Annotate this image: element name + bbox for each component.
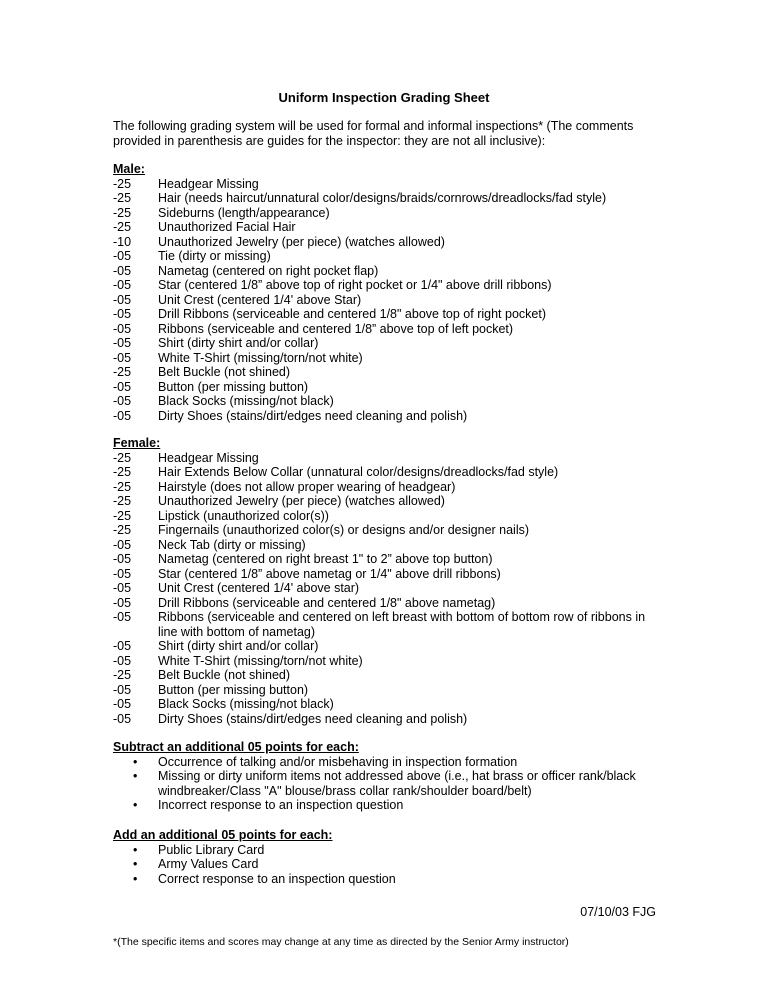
score-value: -25 [113, 191, 132, 205]
add-item [113, 857, 658, 872]
female-item [113, 668, 658, 683]
female-item [113, 654, 658, 669]
female-item [113, 480, 658, 495]
female-item [113, 509, 658, 524]
female-item [113, 567, 658, 582]
item-description: Button (per missing button) [158, 682, 309, 697]
subtract-list [113, 755, 658, 813]
female-item [113, 538, 658, 553]
score-value: -05 [113, 610, 132, 624]
score-value: -05 [113, 379, 132, 394]
score-value: -25 [113, 668, 132, 682]
item-description: Hair (needs haircut/unnatural color/designs/braids/cornrows/dreadlocks/fad style) [158, 191, 607, 205]
male-heading: Male: [113, 162, 145, 176]
male-item [113, 409, 658, 424]
female-item [113, 683, 658, 698]
score-value: -05 [113, 263, 132, 278]
score-value: -10 [113, 234, 132, 249]
item-description: Hair Extends Below Collar (unnatural color/designs/dreadlocks/fad style) [158, 465, 559, 479]
male-item [113, 191, 658, 206]
male-item [113, 336, 658, 351]
score-value: -25 [113, 479, 132, 494]
item-description: Black Socks (missing/not black) [158, 394, 334, 408]
item-description: Headgear Missing [158, 176, 259, 191]
female-item [113, 697, 658, 712]
item-description: Ribbons (serviceable and centered on left breast with bottom of bottom row of ribbons in line with bottom of nametag) [158, 610, 646, 639]
female-item [113, 639, 658, 654]
score-value: -05 [113, 581, 132, 595]
item-description: Star (centered 1/8” above top of right pocket or 1/4" above drill ribbons) [158, 278, 552, 292]
female-item [113, 596, 658, 611]
item-description: Fingernails (unauthorized color(s) or designs and/or designer nails) [158, 523, 530, 537]
male-item [113, 380, 658, 395]
score-value: -25 [113, 494, 132, 508]
item-description: Nametag (centered on right breast 1" to 2” above top button) [158, 552, 493, 566]
score-value: -05 [113, 321, 132, 336]
item-description: Black Socks (missing/not black) [158, 697, 334, 711]
male-item [113, 235, 658, 250]
male-item [113, 293, 658, 308]
item-description: Shirt (dirty shirt and/or collar) [158, 336, 319, 350]
score-value: -05 [113, 697, 132, 711]
male-item [113, 307, 658, 322]
item-description: Headgear Missing [158, 450, 259, 465]
item-description: Unauthorized Jewelry (per piece) (watches allowed) [158, 494, 445, 508]
score-value: -25 [113, 465, 132, 479]
male-item [113, 394, 658, 409]
score-value: -25 [113, 450, 132, 465]
add-item [113, 872, 658, 887]
item-description: Lipstick (unauthorized color(s)) [158, 508, 329, 523]
intro-paragraph: The following grading system will be used for formal and informal inspections* (The comments provided in parenthesis are guides for the inspector: they are not all inclusive): [113, 119, 634, 148]
item-description: Button (per missing button) [158, 379, 309, 394]
score-value: -25 [113, 523, 132, 537]
item-text: Public Library Card [158, 842, 265, 857]
female-item [113, 552, 658, 567]
score-value: -05 [113, 307, 132, 321]
female-item [113, 523, 658, 538]
score-value: -05 [113, 249, 132, 263]
female-item [113, 494, 658, 509]
item-description: Unauthorized Jewelry (per piece) (watches allowed) [158, 234, 445, 249]
score-value: -25 [113, 220, 132, 234]
male-item [113, 365, 658, 380]
score-value: -25 [113, 365, 132, 379]
subtract-item [113, 798, 658, 813]
female-deductions-list [113, 451, 658, 727]
score-value: -05 [113, 639, 132, 653]
female-item [113, 465, 658, 480]
bullet-icon: • [133, 798, 138, 812]
male-item [113, 278, 658, 293]
item-text: Army Values Card [158, 857, 259, 871]
score-value: -05 [113, 350, 132, 365]
score-value: -25 [113, 176, 132, 191]
score-value: -05 [113, 595, 132, 610]
item-description: Nametag (centered on right pocket flap) [158, 263, 379, 278]
bullet-icon: • [133, 857, 138, 871]
female-heading: Female: [113, 436, 161, 450]
score-value: -05 [113, 336, 132, 350]
item-description: Neck Tab (dirty or missing) [158, 537, 306, 552]
male-item [113, 351, 658, 366]
score-value: -25 [113, 205, 132, 220]
score-value: -05 [113, 653, 132, 668]
item-text: Occurrence of talking and/or misbehaving in inspection formation [158, 754, 518, 769]
add-item [113, 843, 658, 858]
item-description: Drill Ribbons (serviceable and centered 1/8" above top of right pocket) [158, 307, 546, 321]
item-text: Incorrect response to an inspection question [158, 798, 404, 812]
female-item [113, 610, 658, 639]
score-value: -05 [113, 394, 132, 408]
score-value: -05 [113, 566, 132, 581]
item-text: Missing or dirty uniform items not addressed above (i.e., hat brass or officer rank/black windbreaker/Class "A" blouse/brass collar rank/shoulder board/belt) [158, 769, 636, 798]
item-description: Belt Buckle (not shined) [158, 668, 291, 682]
score-value: -05 [113, 408, 132, 423]
item-text: Correct response to an inspection question [158, 871, 396, 886]
male-item [113, 322, 658, 337]
item-description: Sideburns (length/appearance) [158, 205, 330, 220]
add-heading: Add an additional 05 points for each: [113, 828, 333, 842]
item-description: Dirty Shoes (stains/dirt/edges need cleaning and polish) [158, 408, 468, 423]
score-value: -25 [113, 508, 132, 523]
item-description: Unauthorized Facial Hair [158, 220, 296, 234]
subtract-item [113, 755, 658, 770]
item-description: Ribbons (serviceable and centered 1/8” above top of left pocket) [158, 321, 514, 336]
score-value: -05 [113, 682, 132, 697]
item-description: Shirt (dirty shirt and/or collar) [158, 639, 319, 653]
item-description: Hairstyle (does not allow proper wearing of headgear) [158, 479, 456, 494]
bullet-icon: • [133, 842, 138, 857]
item-description: Tie (dirty or missing) [158, 249, 271, 263]
page-title: Uniform Inspection Grading Sheet [278, 90, 490, 105]
score-value: -05 [113, 711, 132, 726]
item-description: White T-Shirt (missing/torn/not white) [158, 653, 363, 668]
bullet-icon: • [133, 871, 138, 886]
item-description: Dirty Shoes (stains/dirt/edges need cleaning and polish) [158, 711, 468, 726]
male-item [113, 206, 658, 221]
female-item [113, 451, 658, 466]
male-deductions-list [113, 177, 658, 424]
item-description: Unit Crest (centered 1/4' above star) [158, 581, 360, 595]
female-item [113, 581, 658, 596]
item-description: Belt Buckle (not shined) [158, 365, 291, 379]
bullet-icon: • [133, 754, 138, 769]
item-description: Drill Ribbons (serviceable and centered 1/8" above nametag) [158, 595, 496, 610]
female-item [113, 712, 658, 727]
male-item [113, 264, 658, 279]
item-description: White T-Shirt (missing/torn/not white) [158, 350, 363, 365]
male-item [113, 220, 658, 235]
score-value: -05 [113, 292, 132, 307]
signature-date: 07/10/03 FJG [580, 905, 656, 919]
item-description: Unit Crest (centered 1/4' above Star) [158, 292, 362, 307]
score-value: -05 [113, 278, 132, 292]
bullet-icon: • [133, 769, 138, 783]
subtract-item [113, 769, 658, 798]
add-list [113, 843, 658, 887]
subtract-heading: Subtract an additional 05 points for each: [113, 740, 359, 754]
score-value: -05 [113, 552, 132, 566]
footnote: *(The specific items and scores may change at any time as directed by the Senior Army instructor) [113, 936, 569, 948]
male-item [113, 177, 658, 192]
score-value: -05 [113, 537, 132, 552]
item-description: Star (centered 1/8” above nametag or 1/4" above drill ribbons) [158, 566, 501, 581]
male-item [113, 249, 658, 264]
